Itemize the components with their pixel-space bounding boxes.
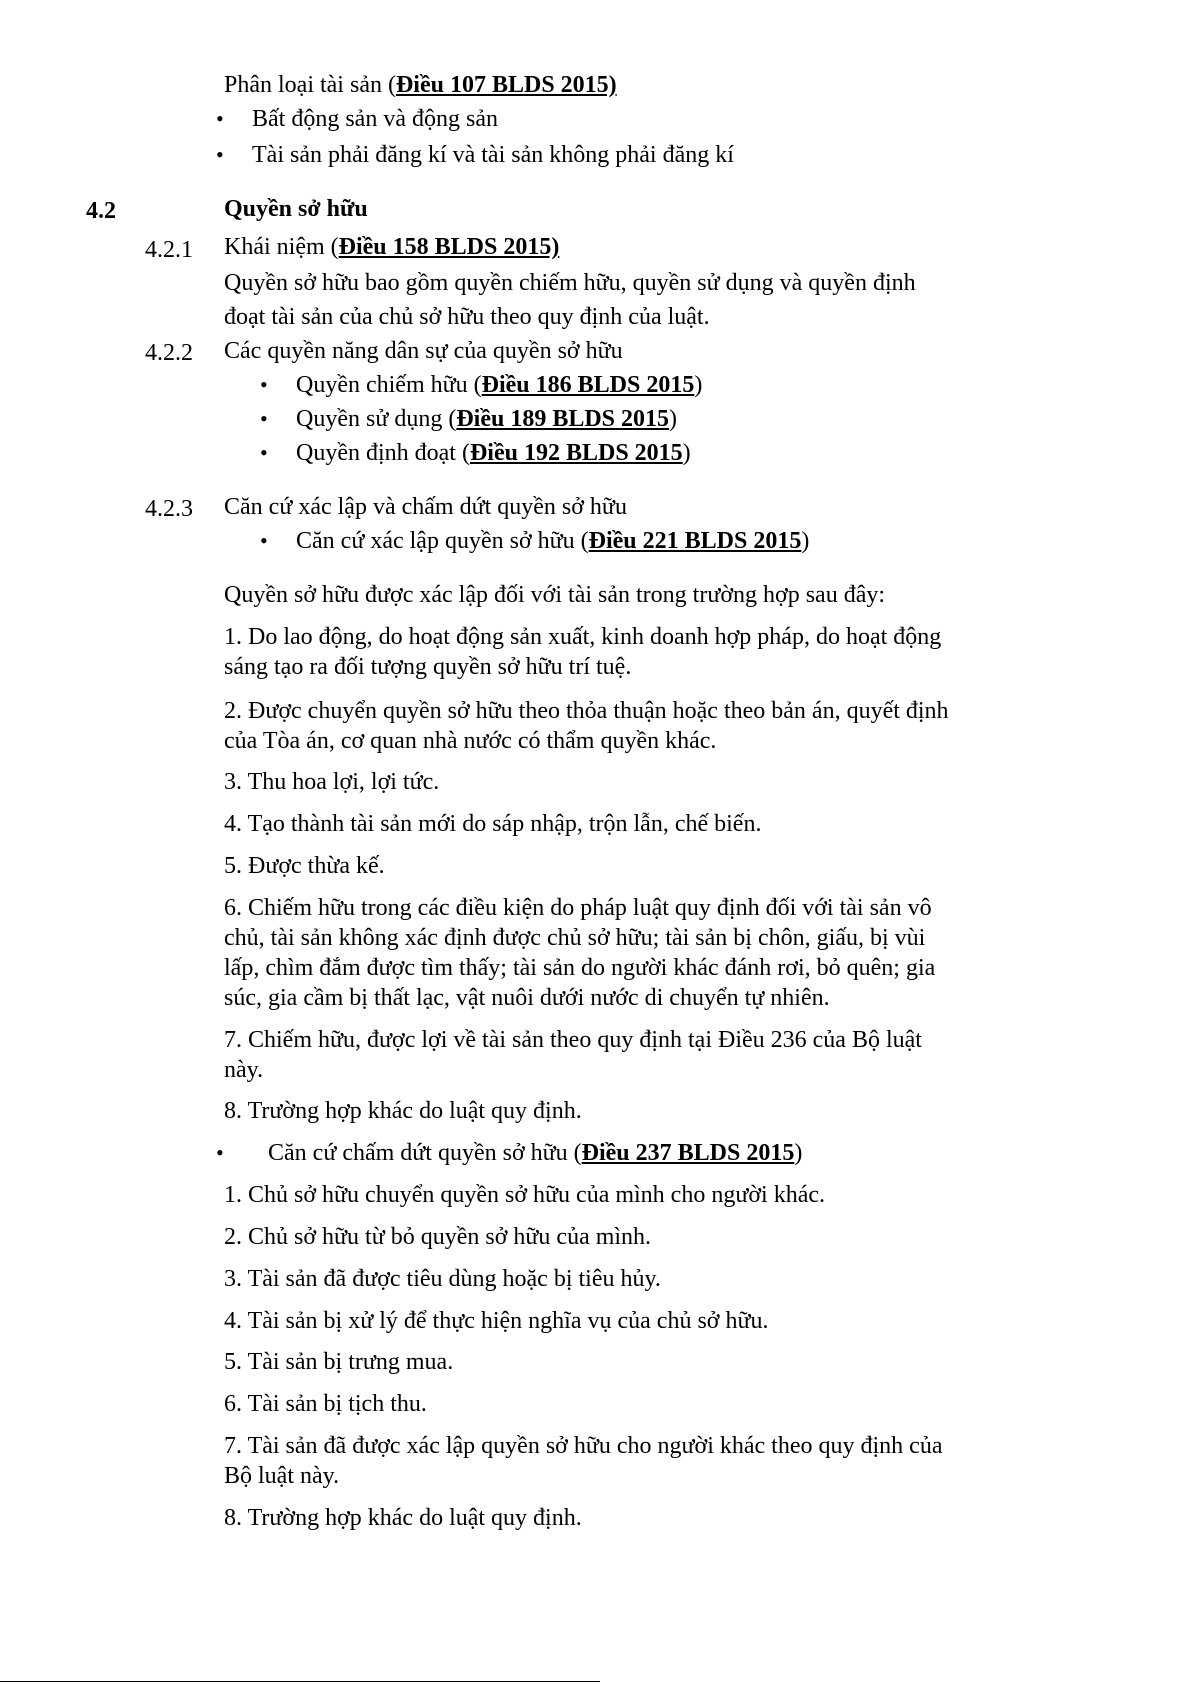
bullet-icon: • <box>260 528 268 553</box>
bullet-icon: • <box>260 372 268 397</box>
bullet-icon: • <box>260 406 268 431</box>
ref-link[interactable]: Điều 192 BLDS 2015 <box>469 440 683 466</box>
body-line: Quyền sở hữu bao gồm quyền chiếm hữu, quyền sử dụng và quyền định <box>224 270 916 296</box>
body-line: đoạt tài sản của chủ sở hữu theo quy định của luật. <box>224 304 710 330</box>
list-line: 7. Tài sản đã được xác lập quyền sở hữu cho người khác theo quy định của <box>224 1433 943 1459</box>
intro-item: Tài sản phải đăng kí và tài sản không phải đăng kí <box>252 142 734 168</box>
subsection-number: 4.2.1 <box>145 237 193 263</box>
list-line: lấp, chìm đắm được tìm thấy; tài sản do người khác đánh rơi, bỏ quên; gia <box>224 955 936 981</box>
bullet-icon: • <box>216 142 224 167</box>
list-line: 8. Trường hợp khác do luật quy định. <box>224 1505 582 1531</box>
bullet-icon: • <box>216 1140 224 1165</box>
ref-link[interactable]: Điều 189 BLDS 2015 <box>456 406 670 432</box>
list-line: 7. Chiếm hữu, được lợi về tài sản theo quy định tại Điều 236 của Bộ luật <box>224 1027 922 1053</box>
list-line: 5. Được thừa kế. <box>224 853 385 879</box>
list-line: 6. Chiếm hữu trong các điều kiện do pháp luật quy định đối với tài sản vô <box>224 895 932 921</box>
rights-item: Quyền sử dụng (Điều 189 BLDS 2015) <box>296 406 678 432</box>
rights-item: Quyền định đoạt (Điều 192 BLDS 2015) <box>296 440 691 466</box>
subsection-number: 4.2.2 <box>145 340 193 366</box>
list-line: 6. Tài sản bị tịch thu. <box>224 1391 427 1417</box>
list-line: 2. Chủ sở hữu từ bỏ quyền sở hữu của mình. <box>224 1224 652 1250</box>
establish-intro: Quyền sở hữu được xác lập đối với tài sản trong trường hợp sau đây: <box>224 582 886 608</box>
list-line: súc, gia cầm bị thất lạc, vật nuôi dưới nước di chuyển tự nhiên. <box>224 985 830 1011</box>
list-line: 3. Tài sản đã được tiêu dùng hoặc bị tiêu hủy. <box>224 1266 661 1292</box>
s421-ref-link[interactable]: Điều 158 BLDS 2015) <box>338 234 560 260</box>
rights-item: Quyền chiếm hữu (Điều 186 BLDS 2015) <box>296 372 703 398</box>
list-line: của Tòa án, cơ quan nhà nước có thẩm quyền khác. <box>224 728 717 754</box>
list-line: 4. Tài sản bị xử lý để thực hiện nghĩa vụ của chủ sở hữu. <box>224 1308 769 1334</box>
list-line: này. <box>224 1057 264 1083</box>
ref-link[interactable]: Điều 221 BLDS 2015 <box>588 528 802 554</box>
list-line: chủ, tài sản không xác định được chủ sở hữu; tài sản bị chôn, giấu, bị vùi <box>224 925 926 951</box>
section-number: 4.2 <box>86 198 116 224</box>
intro-text: Phân loại tài sản ( <box>224 72 396 98</box>
intro-ref-link[interactable]: Điều 107 BLDS 2015) <box>395 72 617 98</box>
terminate-heading: Căn cứ chấm dứt quyền sở hữu (Điều 237 BLDS 2015) <box>268 1140 803 1166</box>
bullet-icon: • <box>260 440 268 465</box>
ref-link[interactable]: Điều 237 BLDS 2015 <box>581 1140 795 1166</box>
ref-link[interactable]: Điều 186 BLDS 2015 <box>481 372 695 398</box>
subsection-number: 4.2.3 <box>145 496 193 522</box>
list-line: 2. Được chuyển quyền sở hữu theo thỏa thuận hoặc theo bản án, quyết định <box>224 698 949 724</box>
intro-item: Bất động sản và động sản <box>252 106 498 132</box>
subsection-heading: Các quyền năng dân sự của quyền sở hữu <box>224 338 623 364</box>
list-line: 8. Trường hợp khác do luật quy định. <box>224 1098 582 1124</box>
list-line: 1. Do lao động, do hoạt động sản xuất, kinh doanh hợp pháp, do hoạt động <box>224 624 942 650</box>
list-line: Bộ luật này. <box>224 1463 340 1489</box>
bullet-icon: • <box>216 106 224 131</box>
list-line: 1. Chủ sở hữu chuyển quyền sở hữu của mình cho người khác. <box>224 1182 826 1208</box>
list-line: 3. Thu hoa lợi, lợi tức. <box>224 769 440 795</box>
footer-divider <box>0 1681 600 1682</box>
subsection-heading <box>224 232 559 262</box>
list-line: sáng tạo ra đối tượng quyền sở hữu trí tuệ. <box>224 654 632 680</box>
section-title: Quyền sở hữu <box>224 196 368 222</box>
subsection-label: Khái niệm ( <box>224 234 339 260</box>
list-line: 4. Tạo thành tài sản mới do sáp nhập, trộn lẫn, chế biến. <box>224 811 762 837</box>
establish-heading: Căn cứ xác lập quyền sở hữu (Điều 221 BLDS 2015) <box>296 528 810 554</box>
subsection-heading: Căn cứ xác lập và chấm dứt quyền sở hữu <box>224 494 627 520</box>
list-line: 5. Tài sản bị trưng mua. <box>224 1349 454 1375</box>
intro-line <box>224 70 617 100</box>
